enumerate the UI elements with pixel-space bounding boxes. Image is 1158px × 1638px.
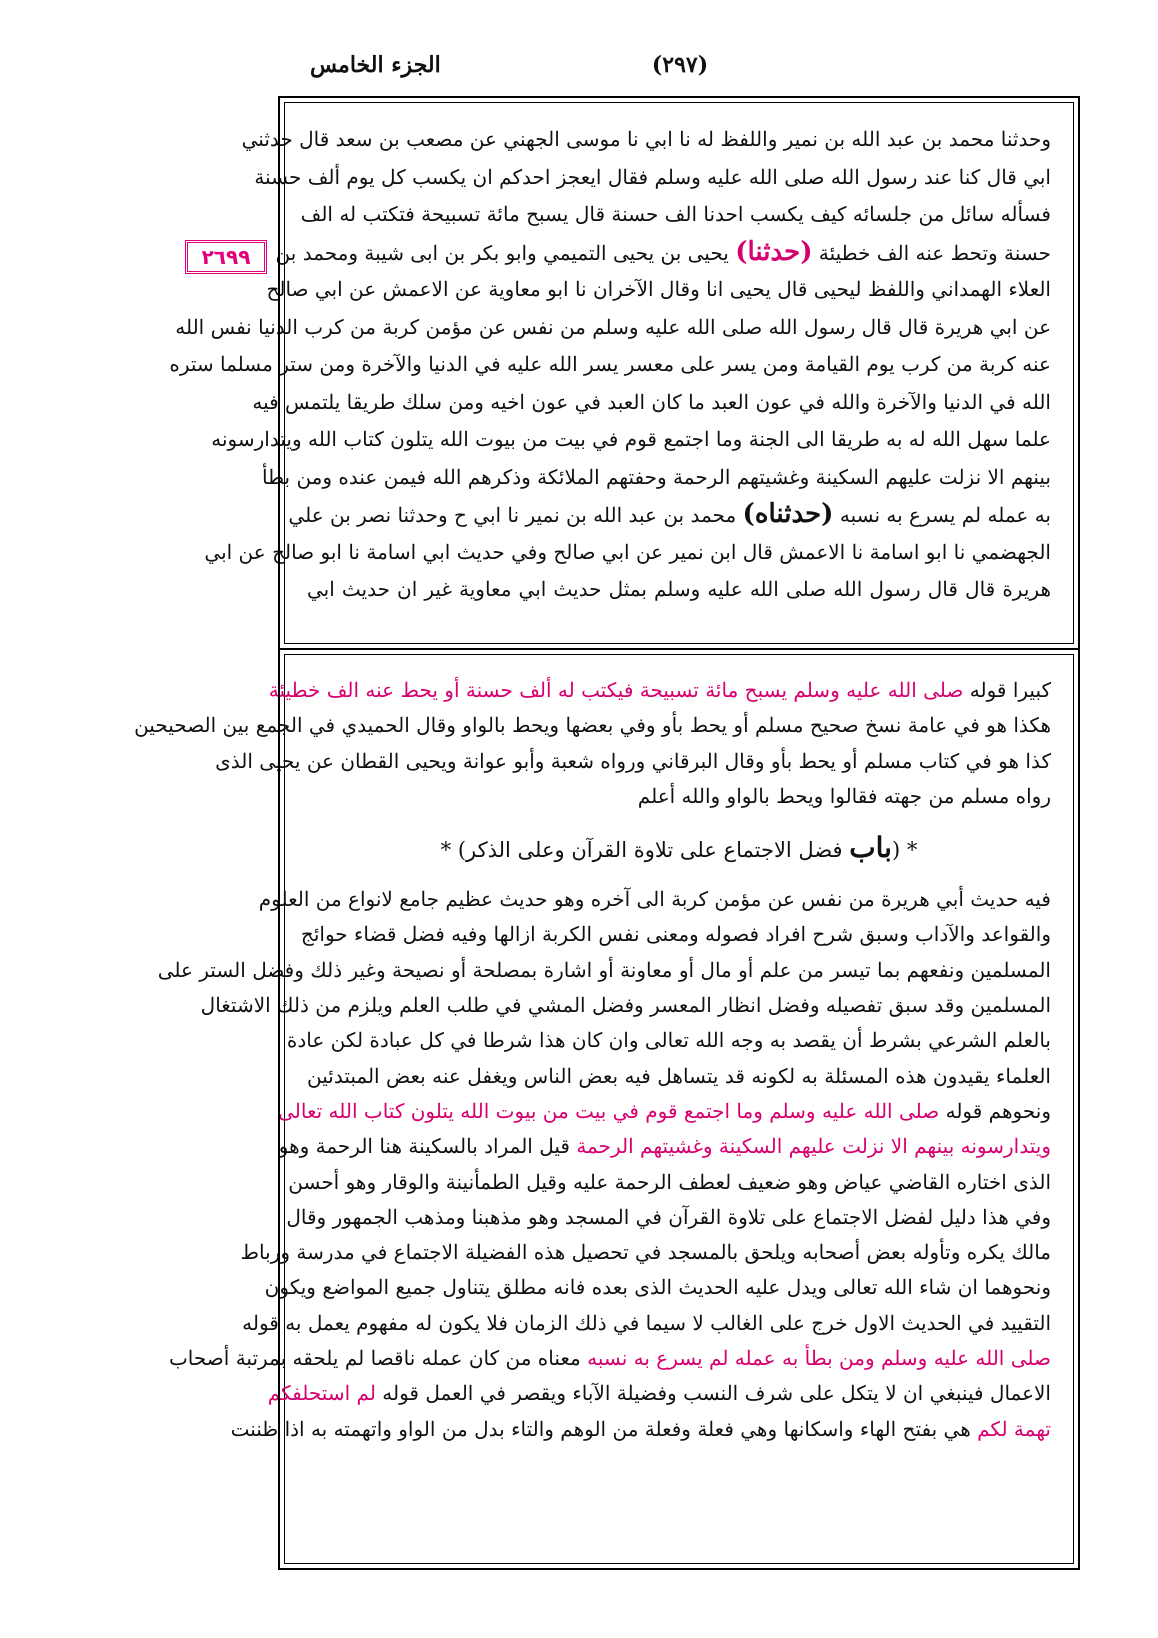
text-segment: قيل المراد بالسكينة هنا الرحمة وهو	[278, 1134, 570, 1159]
quoted-hadith: ويتدارسونه بينهم الا نزلت عليهم السكينة وغشيتهم الرحمة	[576, 1134, 1051, 1159]
quoted-hadith: صلى الله عليه وسلم وما اجتمع قوم في بيت من بيوت الله يتلون كتاب الله تعالى	[278, 1098, 940, 1123]
text-line: المسلمين ونفعهم بما تيسر من علم أو مال أو معاونة أو اشارة بمصلحة أو نصيحة وغير ذلك وفضل الستر على	[157, 957, 1051, 982]
text-line: وحدثنا محمد بن عبد الله بن نمير واللفظ له نا ابي نا موسى الجهني عن مصعب بن سعد قال حدثني	[241, 127, 1051, 151]
text-line	[278, 1094, 1051, 1129]
chapter-heading	[307, 822, 1051, 882]
text-segment: هي بفتح الهاء واسكانها وهي فعلة وفعلة من الوهم والتاء بدل من الواو واتهمته به اذا ظننت	[230, 1416, 971, 1441]
text-segment: كبيرا قوله	[969, 678, 1051, 702]
text-line: مالك يكره وتأوله بعض أصحابه ويلحق بالمسجد في تحصيل هذه الفضيلة الاجتماع في مدرسة ورباط	[240, 1240, 1051, 1265]
text-line	[267, 1376, 1051, 1411]
text-segment: الاعمال فينبغي ان لا يتكل على شرف النسب وفضيلة الآباء ويقصر في العمل قوله	[382, 1381, 1051, 1406]
text-line	[168, 1341, 1051, 1376]
hadith-number-badge: ٢٦٩٩	[185, 240, 267, 274]
text-segment: به عمله لم يسرع به نسبه	[839, 503, 1051, 527]
quoted-hadith: صلى الله عليه وسلم ومن بطأ به عمله لم يسرع به نسبه	[587, 1346, 1051, 1371]
text-line: الذى اختاره القاضي عياض وهو ضعيف لعطف الرحمة عليه وقيل الطمأنينة والوقار وهو أحسن	[288, 1169, 1051, 1194]
part-heading: الجزء الخامس	[310, 52, 441, 78]
text-line: والقواعد والآداب وسبق شرح افراد فصوله ومعنى نفس الكربة ازالها وفيه فضل قضاء حوائج	[300, 922, 1051, 947]
text-line: فيه حديث أبي هريرة من نفس عن مؤمن كربة الى آخره وهو حديث عظيم جامع لانواع من العلوم	[258, 887, 1051, 912]
text-line: بينهم الا نزلت عليهم السكينة وغشيتهم الرحمة وحفتهم الملائكة وذكرهم الله فيمن عنده ومن بطأ	[262, 464, 1051, 489]
text-line: وفي هذا دليل لفضل الاجتماع على تلاوة القرآن في المسجد وهو مذهبنا ومذهب الجمهور وقال	[286, 1204, 1051, 1229]
text-segment: يحيى بن يحيى التميمي وابو بكر بن ابى شيبة ومحمد بن	[275, 240, 729, 265]
text-segment: ونحوهم قوله	[945, 1098, 1051, 1123]
quoted-hadith: لم استحلفكم	[267, 1381, 376, 1406]
chapter-mark: * (	[891, 838, 918, 863]
text-segment: محمد بن عبد الله بن نمير نا ابي ح وحدثنا نصر بن علي	[288, 503, 737, 527]
narration-marker: (حدثنا)	[735, 236, 813, 267]
text-line	[275, 234, 1051, 272]
text-line: العلاء الهمداني واللفظ ليحيى قال يحيى انا وقال الآخران نا ابو معاوية عن الاعمش عن ابي صالح	[266, 277, 1051, 301]
text-line: هكذا هو في عامة نسخ صحيح مسلم أو يحط بأو وفي بعضها ويحط بالواو وقال الحميدي في الجمع بين الصحيحين	[134, 713, 1051, 738]
quoted-hadith: تهمة لكم	[977, 1416, 1051, 1441]
text-line: علما سهل الله له به طريقا الى الجنة وما اجتمع قوم في بيت من بيوت الله يتلون كتاب الله ويتدارسونه	[211, 427, 1051, 451]
text-line: الجهضمي نا ابو اسامة نا الاعمش قال ابن نمير عن ابي صالح وفي حديث ابي اسامة نا ابو صالح عن ابي	[204, 539, 1051, 564]
narration-marker: (حدثناه)	[742, 499, 834, 529]
text-segment: حسنة وتحط عنه الف خطيئة	[818, 240, 1051, 265]
text-line	[230, 1412, 1051, 1447]
text-line: عن ابي هريرة قال قال رسول الله صلى الله عليه وسلم من نفس عن مؤمن كربة من كرب الدنيا نفس الله	[175, 314, 1051, 339]
commentary-panel	[134, 654, 1074, 1564]
text-line	[288, 496, 1051, 534]
text-line: ابي قال كنا عند رسول الله صلى الله عليه وسلم فقال ايعجز احدكم ان يكسب كل يوم ألف حسنة	[254, 164, 1051, 189]
text-line: بالعلم الشرعي بشرط أن يقصد به وجه الله تعالى وان كان هذا شرطا في كل عبادة لكن عادة	[286, 1028, 1051, 1053]
text-line: هريرة قال قال رسول الله صلى الله عليه وسلم بمثل حديث ابي معاوية غير ان حديث ابي	[307, 577, 1051, 601]
text-line: عنه كربة من كرب يوم القيامة ومن يسر على معسر يسر الله عليه في الدنيا والآخرة ومن ستر مسلما ستره	[169, 352, 1051, 376]
text-line: التقييد في الحديث الاول خرج على الغالب لا سيما في ذلك الزمان فلا يكون له مفهوم يعمل به قوله	[242, 1310, 1051, 1335]
text-line: ونحوهما ان شاء الله تعالى ويدل عليه الحديث الذى بعده فانه مطلق يتناول جميع المواضع ويكون	[264, 1275, 1051, 1300]
text-segment: معناه من كان عمله ناقصا لم يلحقه بمرتبة أصحاب	[168, 1346, 581, 1371]
text-line	[278, 1129, 1051, 1164]
quoted-hadith: صلى الله عليه وسلم يسبح مائة تسبيحة فيكتب له ألف حسنة أو يحط عنه الف خطيئة	[268, 678, 964, 702]
text-line: المسلمين وقد سبق تفصيله وفضل انظار المعسر وفضل المشي في طلب العلم ويلزم من ذلك الاشتغال	[200, 993, 1051, 1018]
text-line: العلماء يقيدون هذه المسئلة به لكونه قد يتساهل فيه بعض الناس ويغفل عنه بعض المبتدئين	[307, 1063, 1051, 1088]
chapter-title: فضل الاجتماع على تلاوة القرآن وعلى الذكر) *	[440, 838, 843, 863]
text-line	[268, 673, 1051, 708]
text-line: فسأله سائل من جلسائه كيف يكسب احدنا الف حسنة قال يسبح مائة تسبيحة فتكتب له الف	[300, 202, 1051, 226]
chapter-bab: باب	[849, 831, 892, 865]
text-line: كذا هو في كتاب مسلم أو يحط بأو وقال البرقاني ورواه شعبة وأبو عوانة ويحيى القطان عن يحيى الذى	[215, 748, 1051, 773]
text-line: الله في الدنيا والآخرة والله في عون العبد ما كان العبد في عون اخيه ومن سلك طريقا يلتمس فيه	[252, 389, 1051, 414]
page-number: (٢٩٧)	[651, 52, 709, 78]
text-line: رواه مسلم من جهته فقالوا ويحط بالواو والله أعلم	[637, 783, 1051, 808]
